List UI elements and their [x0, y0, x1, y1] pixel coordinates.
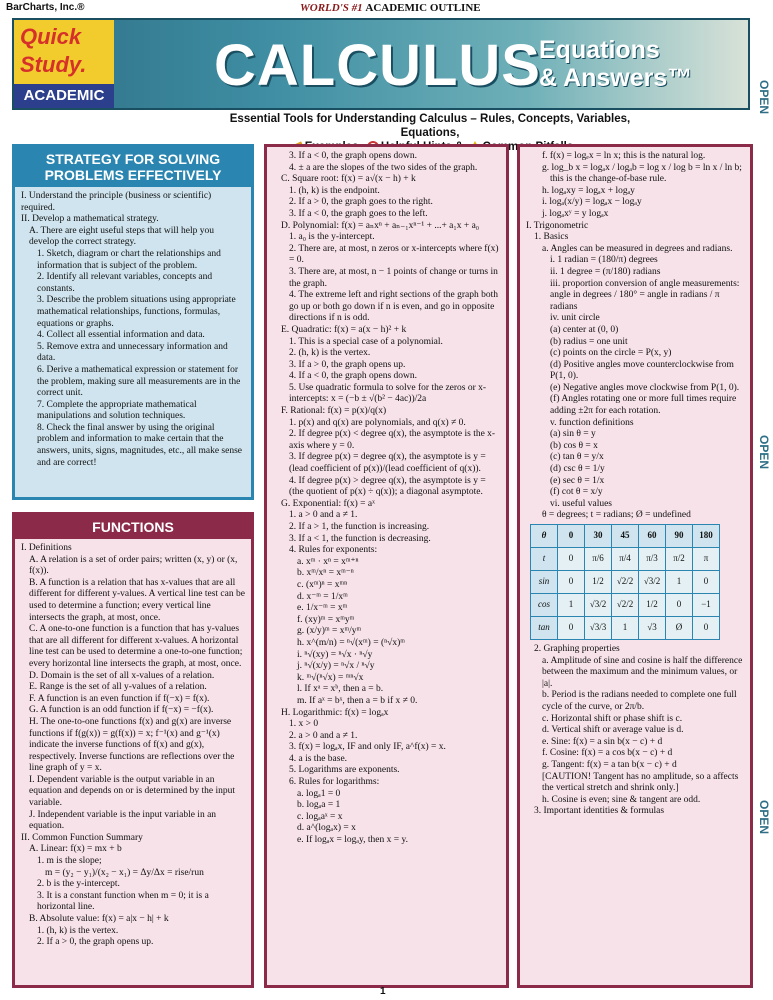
middle-line: 4. a is the base.: [289, 753, 348, 764]
right-line: e. Sine: f(x) = a sin b(x − c) + d: [542, 736, 663, 747]
functions-line: m = (y₂ − y₁)/(x₂ − x₁) = Δy/Δx = rise/run: [45, 867, 204, 878]
right-line: (f) cot θ = x/y: [550, 487, 603, 498]
table-cell: Ø: [666, 617, 693, 640]
right-line: j. logₐxʸ = y logₐx: [542, 208, 609, 219]
logo-study: Study.: [20, 52, 87, 77]
right-line: (d) Positive angles move counterclockwise from P(1, 0).: [550, 359, 734, 382]
middle-line: 2. If a > 0, the graph goes to the right.: [289, 197, 433, 208]
strategy-line: 5. Remove extra and unnecessary information and data.: [37, 341, 228, 364]
description-line-1: Essential Tools for Understanding Calculus – Rules, Concepts, Variables, Equations,: [229, 113, 631, 139]
functions-line: 3. It is a constant function when m = 0; it is a horizontal line.: [37, 890, 209, 913]
middle-line: 1. a > 0 and a ≠ 1.: [289, 510, 358, 521]
page-title: CALCULUS: [214, 33, 541, 98]
middle-line: e. 1/x⁻ᵐ = xᵐ: [297, 603, 348, 614]
side-label-open: OPEN: [757, 800, 771, 835]
table-cell: tan: [531, 617, 558, 640]
middle-line: D. Polynomial: f(x) = aₙxⁿ + aₙ₋₁xⁿ⁻¹ + ...+ a₁x + a₀: [281, 220, 480, 231]
right-line: I. Trigonometric: [526, 220, 589, 231]
middle-line: k. ᵐ√(ⁿ√x) = ᵐⁿ√x: [297, 672, 364, 683]
functions-line: G. A function is an odd function if f(−x) = −f(x).: [29, 705, 214, 716]
functions-line: J. Independent variable is the input variable in an equation.: [29, 809, 217, 832]
right-panel: [517, 144, 753, 988]
middle-line: d. a^(logₐx) = x: [297, 823, 356, 834]
table-cell: 0: [693, 617, 720, 640]
logo-quick: Quick: [20, 24, 82, 49]
table-cell: 180: [693, 525, 720, 548]
table-row: [531, 617, 720, 640]
strategy-line: 6. Derive a mathematical expression or statement for the problem, making sure all measurements are in the correct unit.: [37, 364, 241, 399]
middle-line: 2. (h, k) is the vertex.: [289, 348, 371, 359]
middle-line: e. If logₐx = logₐy, then x = y.: [297, 835, 408, 846]
title-banner: [12, 18, 750, 110]
strategy-line: II. Develop a mathematical strategy.: [21, 214, 159, 225]
strategy-panel: [12, 144, 254, 500]
middle-line: 4. Rules for exponents:: [289, 545, 378, 556]
side-label-open: OPEN: [757, 80, 771, 115]
strategy-heading: STRATEGY FOR SOLVING PROBLEMS EFFECTIVELY: [15, 147, 251, 187]
table-row: [531, 525, 720, 548]
right-line: g. log_b x = logₐx / logₐb = log x / log b = ln x / ln b;: [542, 162, 742, 173]
middle-line: 3. If a < 0, the graph opens down.: [289, 151, 418, 161]
right-line: c. Horizontal shift or phase shift is c.: [542, 713, 683, 724]
right-line: g. Tangent: f(x) = a tan b(x − c) + d: [542, 759, 677, 770]
middle-line: 3. f(x) = logₐx, IF and only IF, a^f(x) = x.: [289, 742, 446, 753]
table-cell: π/3: [639, 548, 666, 571]
strategy-line: 1. Sketch, diagram or chart the relationships and information that is subject of the problem.: [37, 248, 221, 271]
table-cell: √2/2: [612, 594, 639, 617]
functions-line: 1. m is the slope;: [37, 856, 102, 867]
table-cell: √3: [639, 617, 666, 640]
right-line: (a) sin θ = y: [550, 429, 596, 440]
table-cell: 90: [666, 525, 693, 548]
functions-line: F. A function is an even function if f(−x) = f(x).: [29, 693, 210, 704]
side-label-open: OPEN: [757, 435, 771, 470]
middle-line: C. Square root: f(x) = a√(x − h) + k: [281, 174, 416, 185]
functions-line: A. Linear: f(x) = mx + b: [29, 844, 122, 855]
functions-heading: FUNCTIONS: [15, 515, 251, 539]
functions-line: E. Range is the set of all y-values of a relation.: [29, 682, 207, 693]
functions-line: A. A relation is a set of order pairs; written (x, y) or (x, f(x)).: [29, 554, 238, 577]
middle-line: 2. There are, at most, n zeros or x-intercepts where f(x) = 0.: [289, 243, 499, 266]
table-cell: π: [693, 548, 720, 571]
table-cell: sin: [531, 571, 558, 594]
strategy-line: 7. Complete the appropriate mathematical manipulations and solution techniques.: [37, 399, 197, 422]
right-line: f. f(x) = logₑx = ln x; this is the natural log.: [542, 151, 706, 161]
side-tab: [755, 0, 773, 1000]
table-cell: 45: [612, 525, 639, 548]
table-cell: t: [531, 548, 558, 571]
right-line: θ = degrees; t = radians; Ø = undefined: [542, 510, 691, 521]
strategy-line: 4. Collect all essential information and data.: [37, 330, 205, 341]
trig-values-table: [530, 524, 720, 640]
functions-line: I. Definitions: [21, 543, 72, 553]
right-line: (c) tan θ = y/x: [550, 452, 604, 463]
strategy-line: A. There are eight useful steps that will help you develop the correct strategy.: [29, 225, 215, 248]
right-line: i. logₐ(x/y) = logₐx − logₐy: [542, 197, 642, 208]
right-line: (a) center at (0, 0): [550, 324, 619, 335]
table-cell: √3/2: [639, 571, 666, 594]
table-cell: −1: [693, 594, 720, 617]
table-cell: 1/2: [639, 594, 666, 617]
functions-line: II. Common Function Summary: [21, 832, 143, 843]
middle-line: a. logₐ1 = 0: [297, 788, 341, 799]
table-cell: π/4: [612, 548, 639, 571]
middle-line: 3. If degree p(x) = degree q(x), the asymptote is y = (lead coefficient of p(x))/(lead coefficient of q(x)).: [289, 452, 486, 475]
middle-line: E. Quadratic: f(x) = a(x − h)² + k: [281, 324, 407, 335]
middle-line: 3. There are, at most, n − 1 points of change or turns in the graph.: [289, 266, 498, 289]
table-row: [531, 571, 720, 594]
middle-line: l. If xᵃ = xᵇ, then a = b.: [297, 684, 384, 695]
logo-academic: ACADEMIC: [14, 84, 114, 108]
table-cell: π/2: [666, 548, 693, 571]
right-line: h. Cosine is even; sine & tangent are odd.: [542, 794, 701, 805]
quick-study-logo: [14, 20, 114, 108]
middle-line: 4. The extreme left and right sections of the graph both go up or both go down if n is even, and go in opposite directions if n is odd.: [289, 290, 499, 324]
table-cell: 0: [693, 571, 720, 594]
middle-line: H. Logarithmic: f(x) = logₐx: [281, 707, 389, 718]
right-line: (e) sec θ = 1/x: [550, 475, 605, 486]
functions-line: 2. If a > 0, the graph opens up.: [37, 937, 154, 948]
functions-line: D. Domain is the set of all x-values of a relation.: [29, 670, 215, 681]
middle-line: 3. If a < 0, the graph goes to the left.: [289, 208, 428, 219]
middle-line: i. ⁿ√(xy) = ⁿ√x · ⁿ√y: [297, 649, 373, 660]
table-cell: 1/2: [585, 571, 612, 594]
table-cell: 0: [558, 525, 585, 548]
right-line: this is the change-of-base rule.: [550, 174, 667, 185]
page-subtitle: [539, 36, 692, 92]
middle-line: 6. Rules for logarithms:: [289, 777, 380, 788]
middle-line: 4. If a < 0, the graph opens down.: [289, 371, 418, 382]
functions-panel: [12, 512, 254, 988]
table-cell: 0: [558, 617, 585, 640]
table-cell: 1: [612, 617, 639, 640]
right-line: iii. proportion conversion of angle measurements:: [550, 278, 740, 289]
table-cell: √2/2: [612, 571, 639, 594]
table-cell: 0: [558, 548, 585, 571]
middle-line: 1. (h, k) is the endpoint.: [289, 185, 380, 196]
page-number: 1: [380, 986, 386, 997]
middle-line: 4. ± a are the slopes of the two sides of the graph.: [289, 162, 478, 173]
middle-line: 1. x > 0: [289, 719, 319, 730]
strategy-line: 8. Check the final answer by using the original problem and information to make certain that the answers, units, signs, magnitudes, etc., all make sense and are correct!: [37, 422, 243, 468]
middle-line: 2. If a > 1, the function is increasing.: [289, 522, 430, 532]
right-line: 1. Basics: [534, 232, 569, 243]
right-line: v. function definitions: [550, 417, 634, 428]
subtitle-line-2: & Answers™: [539, 64, 693, 92]
strategy-line: I. Understand the principle (business or scientific) required.: [21, 191, 212, 213]
strategy-line: 2. Identify all relevant variables, concepts and constants.: [37, 272, 213, 294]
middle-line: d. x⁻ᵐ = 1/xᵐ: [297, 591, 348, 602]
functions-line: B. A function is a relation that has x-values that are all different for different y-values. A vertical line test can be used to determine a function; every vertical line intersects the graph, at most, once.: [29, 577, 245, 623]
strategy-line: 3. Describe the problem situations using appropriate mathematical relationships, functions, formulas, equations or graphs.: [37, 295, 236, 329]
middle-line: h. x^(m/n) = ⁿ√(xᵐ) = (ⁿ√x)ᵐ: [297, 637, 405, 648]
table-cell: 60: [639, 525, 666, 548]
right-line: a. Amplitude of sine and cosine is half the difference between the maximum and the minimum values, or |a|.: [542, 655, 743, 689]
middle-panel: [264, 144, 509, 988]
middle-line: G. Exponential: f(x) = aˣ: [281, 498, 375, 509]
functions-line: I. Dependent variable is the output variable in an equation and depends on or is determined by the input variable.: [29, 774, 236, 809]
right-line: 3. Important identities & formulas: [534, 806, 665, 817]
middle-line: 4. If degree p(x) > degree q(x), the asymptote is y = (the quotient of p(x) ÷ q(x)); a diagonal asymptote.: [289, 475, 486, 498]
right-line: (e) Negative angles move clockwise from P(1, 0).: [550, 382, 740, 393]
middle-line: 1. This is a special case of a polynomial.: [289, 336, 443, 347]
right-line: ii. 1 degree = (π/180) radians: [550, 266, 661, 277]
table-cell: cos: [531, 594, 558, 617]
tagline: [300, 2, 481, 14]
middle-line: 5. Use quadratic formula to solve for the zeros or x-intercepts: x = (−b ± √(b² − 4ac))/2a: [289, 382, 487, 405]
right-line: [CAUTION! Tangent has no amplitude, so a affects the vertical stretch and shrink only.]: [542, 771, 739, 794]
table-row: [531, 594, 720, 617]
right-line: d. Vertical shift or average value is d.: [542, 725, 684, 736]
right-line: angle in degrees / 180° = angle in radians / π radians: [550, 290, 720, 312]
right-line: 2. Graphing properties: [534, 644, 620, 654]
right-line: (b) cos θ = x: [550, 440, 598, 451]
right-line: vi. useful values: [550, 498, 613, 509]
table-cell: √3/3: [585, 617, 612, 640]
middle-line: a. xᵐ · xⁿ = xᵐ⁺ⁿ: [297, 556, 359, 567]
functions-line: H. The one-to-one functions f(x) and g(x) are inverse functions if f(g(x)) = g(f(x)) = x; f⁻¹(x) and g⁻¹(x) indicate the inverse functions of f(x) and g(x), respectively. Inverse functions are reflections over the line graph of y = x.: [29, 716, 235, 774]
middle-line: j. ⁿ√(x/y) = ⁿ√x / ⁿ√y: [297, 661, 375, 672]
publisher-brand: BarCharts, Inc.®: [6, 2, 85, 13]
right-line: (b) radius = one unit: [550, 336, 628, 347]
right-line: (c) points on the circle = P(x, y): [550, 348, 672, 359]
right-line: i. 1 radian = (180/π) degrees: [550, 255, 658, 266]
middle-line: c. logₐaˣ = x: [297, 811, 343, 822]
functions-line: 2. b is the y-intercept.: [37, 879, 120, 890]
middle-line: m. If aˣ = bˣ, then a = b if x ≠ 0.: [297, 695, 418, 706]
middle-line: b. xᵐ/xⁿ = xᵐ⁻ⁿ: [297, 568, 354, 579]
middle-line: 3. If a < 1, the function is decreasing.: [289, 533, 431, 544]
table-row: [531, 548, 720, 571]
tagline-suffix: ACADEMIC OUTLINE: [365, 2, 481, 14]
right-line: (f) Angles rotating one or more full times require adding ±2π for each rotation.: [550, 394, 737, 417]
table-cell: π/6: [585, 548, 612, 571]
middle-line: 3. If a > 0, the graph opens up.: [289, 359, 406, 370]
middle-line: b. logₐa = 1: [297, 800, 341, 811]
table-cell: 0: [666, 594, 693, 617]
middle-line: 2. If degree p(x) < degree q(x), the asymptote is the x-axis where y = 0.: [289, 429, 496, 451]
functions-line: B. Absolute value: f(x) = a|x − h| + k: [29, 914, 169, 924]
table-cell: θ: [531, 525, 558, 548]
table-cell: 30: [585, 525, 612, 548]
middle-line: 1. p(x) and q(x) are polynomials, and q(x) ≠ 0.: [289, 417, 466, 428]
middle-line: 2. a > 0 and a ≠ 1.: [289, 730, 358, 741]
middle-line: c. (xᵐ)ⁿ = xᵐⁿ: [297, 579, 348, 590]
middle-line: 1. a₀ is the y-intercept.: [289, 232, 375, 243]
middle-line: f. (xy)ᵐ = xᵐyᵐ: [297, 614, 355, 625]
functions-line: C. A one-to-one function is a function that has y-values that are all different for different x-values. A horizontal line test can be used to determine a one-to-one function; every horizontal line intersects the graph, at most, once.: [29, 624, 243, 669]
right-line: (d) csc θ = 1/y: [550, 464, 605, 475]
subtitle-line-1: Equations: [539, 36, 660, 64]
functions-line: 1. (h, k) is the vertex.: [37, 925, 119, 936]
top-bar: [0, 0, 773, 18]
middle-line: F. Rational: f(x) = p(x)/q(x): [281, 406, 387, 417]
right-line: a. Angles can be measured in degrees and radians.: [542, 243, 733, 254]
right-line: iv. unit circle: [550, 313, 600, 324]
middle-line: 5. Logarithms are exponents.: [289, 765, 400, 776]
table-cell: 0: [558, 571, 585, 594]
right-line: h. logₐxy = logₐx + logₐy: [542, 185, 635, 196]
table-cell: 1: [666, 571, 693, 594]
table-cell: √3/2: [585, 594, 612, 617]
tagline-prefix: WORLD'S #1: [300, 2, 363, 14]
table-cell: 1: [558, 594, 585, 617]
right-line: f. Cosine: f(x) = a cos b(x − c) + d: [542, 748, 673, 759]
right-line: b. Period is the radians needed to complete one full cycle of the curve, or 2π/b.: [542, 690, 737, 712]
middle-line: g. (x/y)ᵐ = xᵐ/yᵐ: [297, 626, 362, 637]
